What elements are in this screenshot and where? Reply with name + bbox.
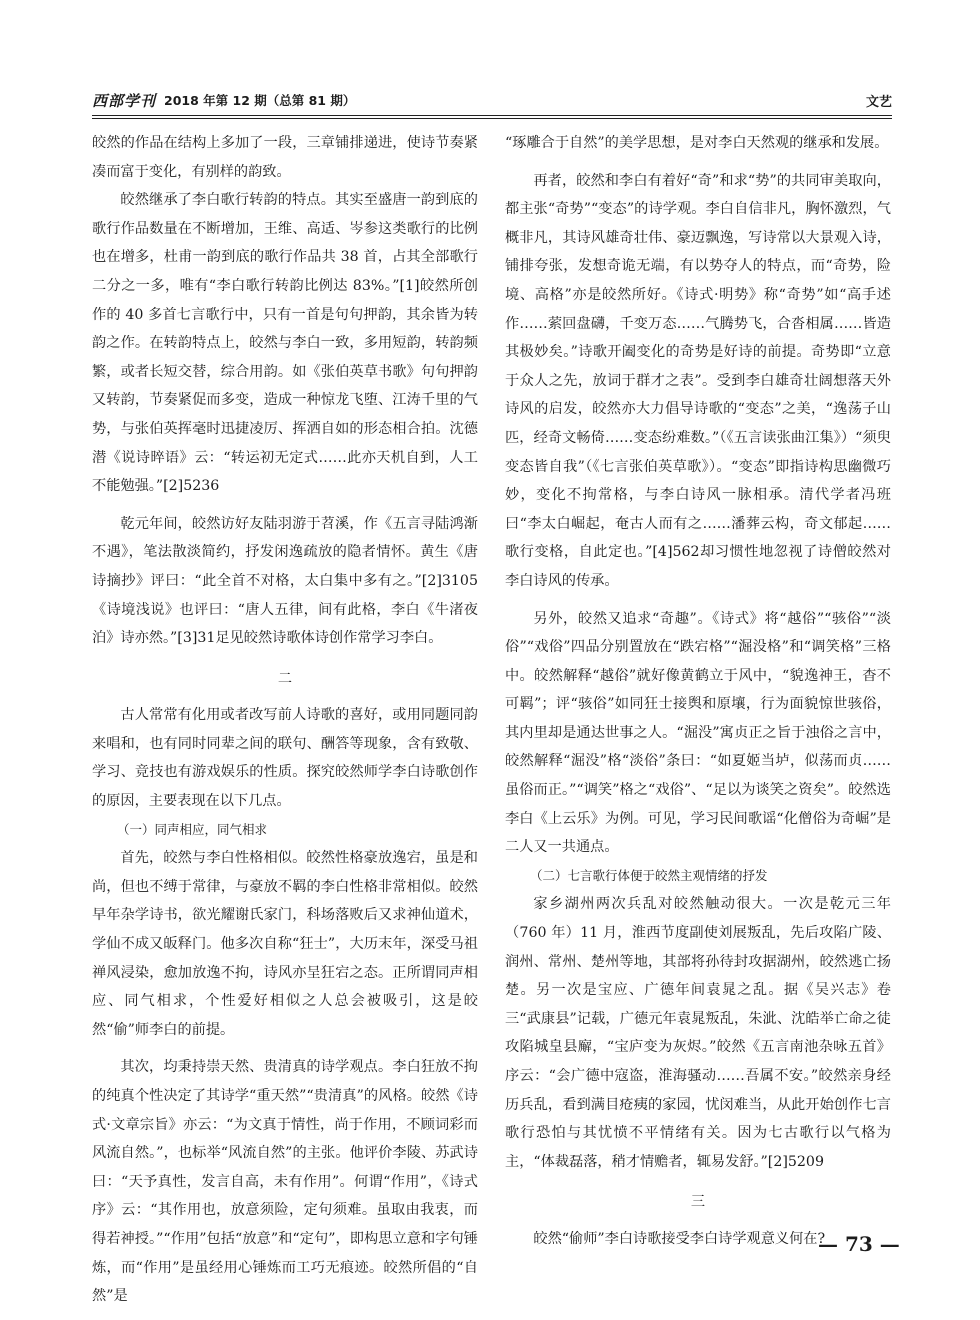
section-number: 三 bbox=[690, 1194, 706, 1211]
section-number: 二 bbox=[277, 670, 293, 687]
paragraph: 皎然继承了李白歌行转韵的特点。其实至盛唐一韵到底的歌行作品数量在不断增加，王维、高适、岑参这类歌行的比例也在增多，杜甫一韵到底的歌行作品共 38 首，占其全部歌行二分之一多，唯有“李白歌行转韵比例达 83%。”[1]皎然所创作的 40 多首七言歌行中，只有一首是句句押韵，其余皆为转韵之作。在转韵特点上，皎然与李白一致，多用短韵，转韵频繁，或者长短交替，综合用韵。如《张伯英草书歌》句句押韵又转韵，节奏紧促而多变，造成一种惊龙飞堕、江涛千里的气势，与张伯英挥毫时迅捷凌厉、挥洒自如的形态相合拍。沈德潜《说诗晬语》云：“转运初无定式……此亦天机自到，人工不能勉强。”[2]5236 bbox=[92, 192, 478, 495]
subsection-heading: （二）七言歌行体便于皎然主观情绪的抒发 bbox=[530, 867, 768, 883]
paragraph: 其次，均秉持崇天然、贵清真的诗学观点。李白狂放不拘的纯真个性决定了其诗学“重天然”“贵清真”的风格。皎然《诗式·文章宗旨》亦云：“为文真于情性，尚于作用，不顾词彩而风流自然。”，也标举“风流自然”的主张。他评价李陵、苏武诗曰：“天予真性，发言自高，未有作用”。何谓“作用”，《诗式序》云：“其作用也，放意须险，定句须难。虽取由我衷，而得若神授。”“作用”包括“放意”和“定句”，即构思立意和字句锤炼，而“作用”是虽经用心锤炼而工巧无痕迹。皎然所倡的“自然”是 bbox=[92, 1059, 478, 1305]
paragraph: “琢雕合于自然”的美学思想，是对李白天然观的继承和发展。 bbox=[505, 135, 889, 151]
right-column bbox=[505, 129, 891, 1254]
left-column bbox=[92, 129, 478, 1311]
subsection-heading: （一）同声相应，同气相求 bbox=[117, 821, 268, 837]
paragraph: 乾元年间，皎然访好友陆羽游于苕溪，作《五言寻陆鸿渐不遇》，笔法散淡简约，抒发闲逸疏放的隐者情怀。黄生《唐诗摘抄》评曰：“此全首不对格，太白集中多有之。”[2]3105《诗境浅说》也评曰：“唐人五律，间有此格，李白《牛渚夜泊》诗亦然。”[3]31足见皎然诗歌体诗创作常学习李白。 bbox=[92, 515, 478, 647]
section-name: 文艺 bbox=[865, 95, 892, 110]
paragraph: 皎然的作品在结构上多加了一段，三章铺排递进，使诗节奏紧凑而富于变化，有别样的韵致。 bbox=[92, 135, 478, 180]
paragraph: 古人常常有化用或者改写前人诗歌的喜好，或用同题同韵来唱和，也有同时同辈之间的联句、酬答等现象，含有致敬、学习、竞技也有游戏娱乐的性质。探究皎然师学李白诗歌创作的原因，主要表现在以下几点。 bbox=[92, 707, 478, 810]
paragraph: 另外，皎然又追求“奇趣”。《诗式》将“越俗”“骇俗”“淡俗”“戏俗”四品分别置放在“跌宕格”“淈没格”和“调笑格”三格中。皎然解释“越俗”就好像黄鹤立于风中，“貌逸神王，杳不可羁”；评“骇俗”如同狂士接舆和原壤，行为面貌惊世骇俗，其内里却是通达世事之人。“淈没”寓贞正之旨于浊俗之言中，皎然解释“淈没”格“淡俗”条曰：“如夏姬当垆，似荡而贞……虽俗而正。”“调笑”格之“戏俗”、“足以为谈笑之资矣”。皎然选李白《上云乐》为例。可见，学习民间歌谣“化僧俗为奇崛”是二人又一共通点。 bbox=[505, 610, 891, 856]
paragraph: 首先，皎然与李白性格相似。皎然性格豪放逸宕，虽是和尚，但也不缚于常律，与豪放不羁的李白性格非常相似。皎然早年杂学诗书，欲光耀谢氏家门，科场落败后又求神仙道术，学仙不成又皈释门。他多次自称“狂士”，大历末年，深受马祖禅风浸染，愈加放逸不拘，诗风亦呈狂宕之态。正所谓同声相应、同气相求，个性爱好相似之人总会被吸引，这是皎然“偷”师李白的前提。 bbox=[92, 850, 478, 1038]
header-rule bbox=[92, 115, 892, 119]
paragraph: 再者，皎然和李白有着好“奇”和求“势”的共同审美取向，都主张“奇势”“变态”的诗学观。李白自信非凡，胸怀激烈，气概非凡，其诗风雄奇壮伟、豪迈飘逸，写诗常以大景观入诗，铺排夸张，发想奇诡无端，有以势夺人的特点，而“奇势，险境、高格”亦是皎然所好。《诗式·明势》称“奇势”如“高手述作……萦回盘礴，千变万态……气腾势飞，合沓相属……皆造其极妙矣。”诗歌开阖变化的奇势是好诗的前提。奇势即“立意于众人之先，放词于群才之表”。受到李白雄奇壮阔想落天外诗风的启发，皎然亦大力倡导诗歌的“变态”之美，“逸荡子山匹，经奇文畅倚……变态纷难数。”（《五言读张曲江集》）“须臾变态皆自我”（《七言张伯英草歌》）。“变态”即指诗构思幽微巧妙，变化不拘常格，与李白诗风一脉相承。清代学者冯班曰“李太白崛起，奄古人而有之……潘葬云构，奇文郁起……歌行变格，自此定也。”[4]562却习惯性地忽视了诗僧皎然对李白诗风的传承。 bbox=[505, 172, 891, 589]
journal-name: 西部学刊 bbox=[92, 92, 157, 110]
issue-info: 2018 年第 12 期（总第 81 期） bbox=[164, 93, 356, 108]
page-header bbox=[92, 88, 892, 118]
paragraph: 家乡湖州两次兵乱对皎然触动很大。一次是乾元三年（760 年）11 月，淮西节度副使刘展叛乱，先后攻陷广陵、润州、常州、楚州等地，其部将孙待封攻据湖州，皎然逃亡扬楚。另一次是宝应、广德年间袁晁之乱。据《吴兴志》卷三“武康县”记载，广德元年袁晁叛乱，朱泚、沈皓举亡命之徒攻陷城皇县廨，“宝庐变为灰烬。”皎然《五言南池杂咏五首》序云：“会广德中寇盗，淮海骚动……吾属不安。”皎然亲身经历兵乱，看到满目疮痍的家园，忧闵难当，从此开始创作七言歌行恐怕与其忧愤不平情绪有关。因为七古歌行以气格为主，“体裁磊落，稍才情赡者，辄易发舒。”[2]5209 bbox=[505, 896, 891, 1170]
paragraph: 皎然“偷师”李白诗歌接受李白诗学观意义何在? bbox=[533, 1230, 826, 1247]
page-number: — 73 — bbox=[818, 1232, 900, 1256]
